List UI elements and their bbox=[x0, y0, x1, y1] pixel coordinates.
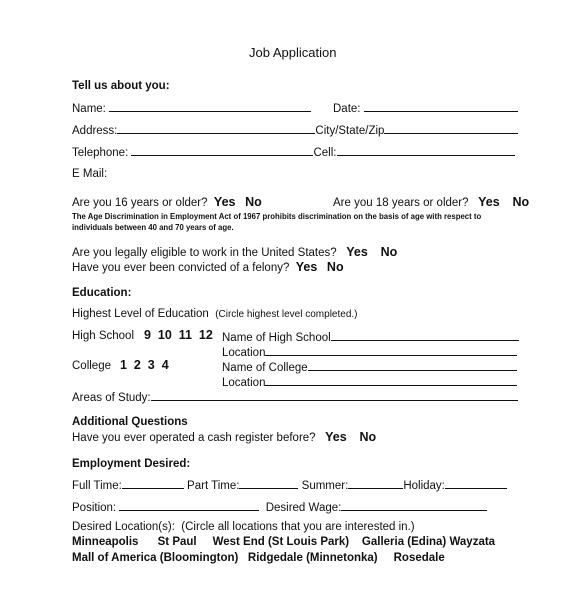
part-time-label: Part Time: bbox=[187, 480, 240, 492]
location-ridgedale[interactable]: Ridgedale (Minnetonka) bbox=[247, 552, 378, 564]
college-location-field[interactable] bbox=[265, 374, 517, 386]
college-label: College bbox=[72, 360, 111, 372]
highest-level-label: Highest Level of Education bbox=[72, 308, 209, 320]
college-location-label: Location bbox=[222, 377, 266, 389]
highest-level-row bbox=[72, 307, 357, 322]
felony-yes[interactable]: Yes bbox=[295, 260, 318, 274]
name-label: Name: bbox=[72, 103, 106, 115]
summer-label: Summer: bbox=[301, 480, 349, 492]
date-field[interactable] bbox=[364, 100, 518, 112]
high-school-location-field[interactable] bbox=[265, 344, 517, 356]
position-label: Position: bbox=[72, 502, 117, 514]
address-field[interactable] bbox=[117, 122, 315, 134]
name-of-college-label: Name of College bbox=[222, 362, 308, 374]
date-label: Date: bbox=[333, 103, 361, 115]
location-minneapolis[interactable]: Minneapolis bbox=[72, 536, 139, 548]
areas-of-study-field[interactable] bbox=[151, 389, 518, 401]
position-row bbox=[72, 499, 487, 515]
age16-row bbox=[72, 195, 262, 210]
location-line-2 bbox=[72, 551, 445, 565]
eligible-row bbox=[72, 245, 397, 260]
age-discrimination-note-1: The Age Discrimination in Employment Act of 1967 prohibits discrimination on the basis of age with respect to bbox=[72, 212, 482, 221]
section-about: Tell us about you: bbox=[72, 80, 170, 92]
telephone-label: Telephone: bbox=[72, 147, 129, 159]
location-galleria[interactable]: Galleria (Edina) bbox=[361, 536, 447, 548]
high-school-grades[interactable]: 9 10 11 12 bbox=[144, 328, 213, 342]
address-row bbox=[72, 122, 518, 138]
high-school-name-field[interactable] bbox=[331, 329, 519, 341]
age18-row bbox=[333, 195, 529, 210]
location-line-1 bbox=[72, 535, 495, 549]
high-school-location-row bbox=[222, 344, 517, 360]
areas-of-study-row bbox=[72, 389, 518, 405]
page-title: Job Application bbox=[249, 45, 337, 60]
age-discrimination-note-2: individuals between 40 and 70 years of age. bbox=[72, 223, 234, 232]
high-school-name-row bbox=[222, 329, 519, 345]
cell-field[interactable] bbox=[337, 144, 515, 156]
cash-register-yes[interactable]: Yes bbox=[325, 430, 347, 444]
college-name-row bbox=[222, 359, 517, 375]
age16-yes[interactable]: Yes bbox=[213, 195, 236, 209]
part-time-field[interactable] bbox=[239, 477, 298, 489]
location-mall-of-america[interactable]: Mall of America (Bloomington) bbox=[72, 552, 239, 564]
high-school-location-label: Location bbox=[222, 347, 266, 359]
high-school-label: High School bbox=[72, 330, 135, 342]
areas-of-study-label: Areas of Study: bbox=[72, 392, 151, 404]
location-wayzata[interactable]: Wayzata bbox=[449, 536, 496, 548]
date-row bbox=[333, 100, 518, 116]
position-field[interactable] bbox=[119, 499, 259, 511]
location-west-end[interactable]: West End (St Louis Park) bbox=[212, 536, 350, 548]
desired-wage-label: Desired Wage: bbox=[265, 502, 342, 514]
age18-yes[interactable]: Yes bbox=[478, 195, 500, 209]
summer-field[interactable] bbox=[348, 477, 403, 489]
cash-register-row bbox=[72, 430, 376, 445]
telephone-field[interactable] bbox=[131, 144, 313, 156]
name-of-high-school-label: Name of High School bbox=[222, 332, 331, 344]
holiday-label: Holiday: bbox=[403, 480, 445, 492]
location-st-paul[interactable]: St Paul bbox=[157, 536, 197, 548]
location-rosedale[interactable]: Rosedale bbox=[393, 552, 445, 564]
name-field[interactable] bbox=[109, 100, 311, 112]
felony-row bbox=[72, 260, 344, 275]
eligible-no[interactable]: No bbox=[380, 245, 398, 259]
age18-question: Are you 18 years or older? bbox=[333, 197, 469, 209]
college-location-row bbox=[222, 374, 517, 390]
section-education: Education: bbox=[72, 287, 132, 299]
full-time-label: Full Time: bbox=[72, 480, 122, 492]
telephone-row bbox=[72, 144, 515, 160]
cash-register-no[interactable]: No bbox=[359, 430, 377, 444]
section-additional: Additional Questions bbox=[72, 416, 188, 428]
felony-no[interactable]: No bbox=[326, 260, 344, 274]
age18-no[interactable]: No bbox=[512, 195, 530, 209]
highest-level-note: (Circle highest level completed.) bbox=[215, 309, 358, 320]
holiday-field[interactable] bbox=[445, 477, 507, 489]
city-state-zip-field[interactable] bbox=[384, 122, 518, 134]
felony-question: Have you ever been convicted of a felony? bbox=[72, 262, 290, 274]
desired-location-instruction: Desired Location(s): (Circle all locations that you are interested in.) bbox=[72, 521, 415, 533]
college-name-field[interactable] bbox=[308, 359, 517, 371]
college-years[interactable]: 1 2 3 4 bbox=[120, 358, 169, 372]
cell-label: Cell: bbox=[313, 147, 337, 159]
name-row bbox=[72, 100, 311, 116]
city-state-zip-label: City/State/Zip bbox=[315, 125, 385, 137]
address-label: Address: bbox=[72, 125, 118, 137]
email-row bbox=[72, 166, 110, 181]
age16-question: Are you 16 years or older? bbox=[72, 197, 208, 209]
cash-register-question: Have you ever operated a cash register before? bbox=[72, 432, 316, 444]
section-employment: Employment Desired: bbox=[72, 458, 191, 470]
email-label: E Mail: bbox=[72, 168, 108, 180]
age16-no[interactable]: No bbox=[245, 195, 262, 209]
desired-wage-field[interactable] bbox=[341, 499, 487, 511]
full-time-field[interactable] bbox=[122, 477, 184, 489]
schedule-row bbox=[72, 477, 507, 493]
eligible-question: Are you legally eligible to work in the United States? bbox=[72, 247, 337, 259]
eligible-yes[interactable]: Yes bbox=[346, 245, 368, 259]
